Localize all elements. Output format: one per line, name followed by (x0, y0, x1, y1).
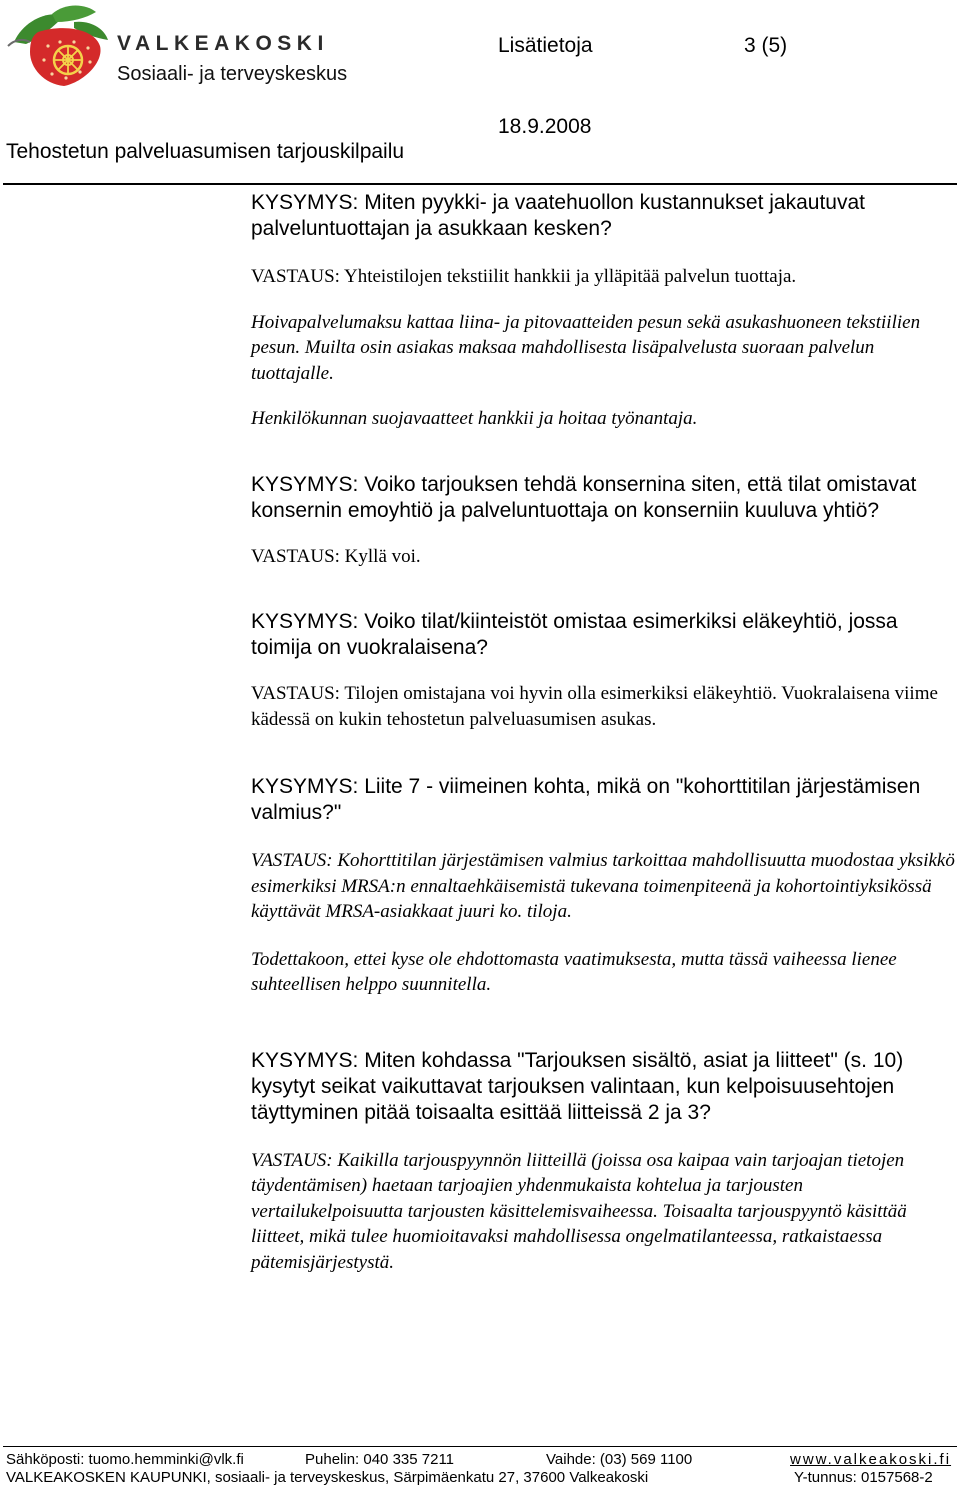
question: KYSYMYS: Voiko tarjouksen tehdä konsernina siten, että tilat omistavat konsernin emoyhtiö ja palveluntuottaja on konserniin kuuluva yhtiö? (251, 472, 917, 522)
answer: VASTAUS: Kohorttitilan järjestämisen valmius tarkoittaa mahdollisuutta muodostaa yksikkö esimerkiksi MRSA:n ennaltaehkäisemistä tukevana toimenpiteenä ja kohortointiyksikössä käyttävät MRSA-asiakkaat juuri ko. tiloja. (251, 850, 955, 922)
footer-divider (3, 1446, 957, 1447)
qa-item (251, 190, 957, 432)
question: KYSYMYS: Miten kohdassa "Tarjouksen sisältö, asiat ja liitteet" (s. 10) kysytyt seikat vaikuttavat tarjouksen valintaan, kun kelpoisuusehtojen täyttyminen pitää toisaalta esittää liitteissä 2 ja 3? (251, 1048, 904, 1124)
page-number: 3 (5) (744, 34, 788, 57)
footer-business-id: Y-tunnus: 0157568-2 (794, 1469, 933, 1486)
question: KYSYMYS: Liite 7 - viimeinen kohta, mikä on "kohorttitilan järjestämisen valmius?" (251, 775, 921, 824)
footer-address: VALKEAKOSKEN KAUPUNKI, sosiaali- ja terveyskeskus, Särpimäenkatu 27, 37600 Valkeakoski (6, 1469, 649, 1486)
footer-website-link[interactable]: www.valkeakoski.fi (790, 1451, 952, 1468)
answer: Hoivapalvelumaksu kattaa liina- ja pitovaatteiden pesun sekä asukashuoneen tekstiilien pesun. Muilta osin asiakas maksaa mahdollisesta lisäpalvelusta suoraan palvelun tuottajalle. (251, 311, 921, 384)
qa-item (251, 472, 957, 570)
header-divider (3, 183, 957, 185)
strawberry-emblem-logo (4, 2, 112, 88)
footer-email: Sähköposti: tuomo.hemminki@vlk.fi (6, 1451, 244, 1468)
answer: Todettakoon, ettei kyse ole ehdottomasta vaatimuksesta, mutta tässä vaiheessa lienee suhteellisen helppo suunnitella. (251, 948, 897, 995)
answer: VASTAUS: Tilojen omistajana voi hyvin olla esimerkiksi eläkeyhtiö. Vuokralaisena viime kädessä on kukin tehostetun palveluasumisen asukas. (251, 683, 938, 730)
qa-item (251, 609, 957, 732)
footer-phone: Puhelin: 040 335 7211 (305, 1451, 455, 1468)
answer: VASTAUS: Kaikilla tarjouspyynnön liitteillä (joissa osa kaipaa vain tarjoajan tietojen täydentämisen) haetaan tarjoajien yhdenmukaista kohtelua ja tarjousten vertailukelpoisuutta tarjousten käsittelemisvaiheessa. Toisaalta tarjouspyyntö käsittää liitteet, mikä tulee huomioitavaksi mahdollisessa ongelmatilanteessa, ratkaistaessa pätemisjärjestystä. (251, 1149, 907, 1273)
document-date: 18.9.2008 (498, 115, 592, 138)
document-subject: Tehostetun palveluasumisen tarjouskilpailu (6, 140, 405, 163)
qa-item (251, 774, 957, 998)
question: KYSYMYS: Miten pyykki- ja vaatehuollon kustannukset jakautuvat palveluntuottajan ja asukkaan kesken? (251, 191, 865, 240)
qa-item (251, 1048, 957, 1276)
answer: Henkilökunnan suojavaatteet hankkii ja hoitaa työnantaja. (251, 408, 698, 429)
organization-unit: Sosiaali- ja terveyskeskus (117, 63, 348, 85)
footer-switchboard: Vaihde: (03) 569 1100 (546, 1451, 693, 1468)
document-type: Lisätietoja (498, 34, 593, 57)
qa-content (251, 190, 957, 1275)
question: KYSYMYS: Voiko tilat/kiinteistöt omistaa esimerkiksi eläkeyhtiö, jossa toimija on vuokralaisena? (251, 610, 898, 659)
answer: VASTAUS: Yhteistilojen tekstiilit hankkii ja ylläpitää palvelun tuottaja. (251, 266, 797, 287)
brand-name: VALKEAKOSKI (117, 32, 329, 55)
answer: VASTAUS: Kyllä voi. (251, 545, 421, 567)
